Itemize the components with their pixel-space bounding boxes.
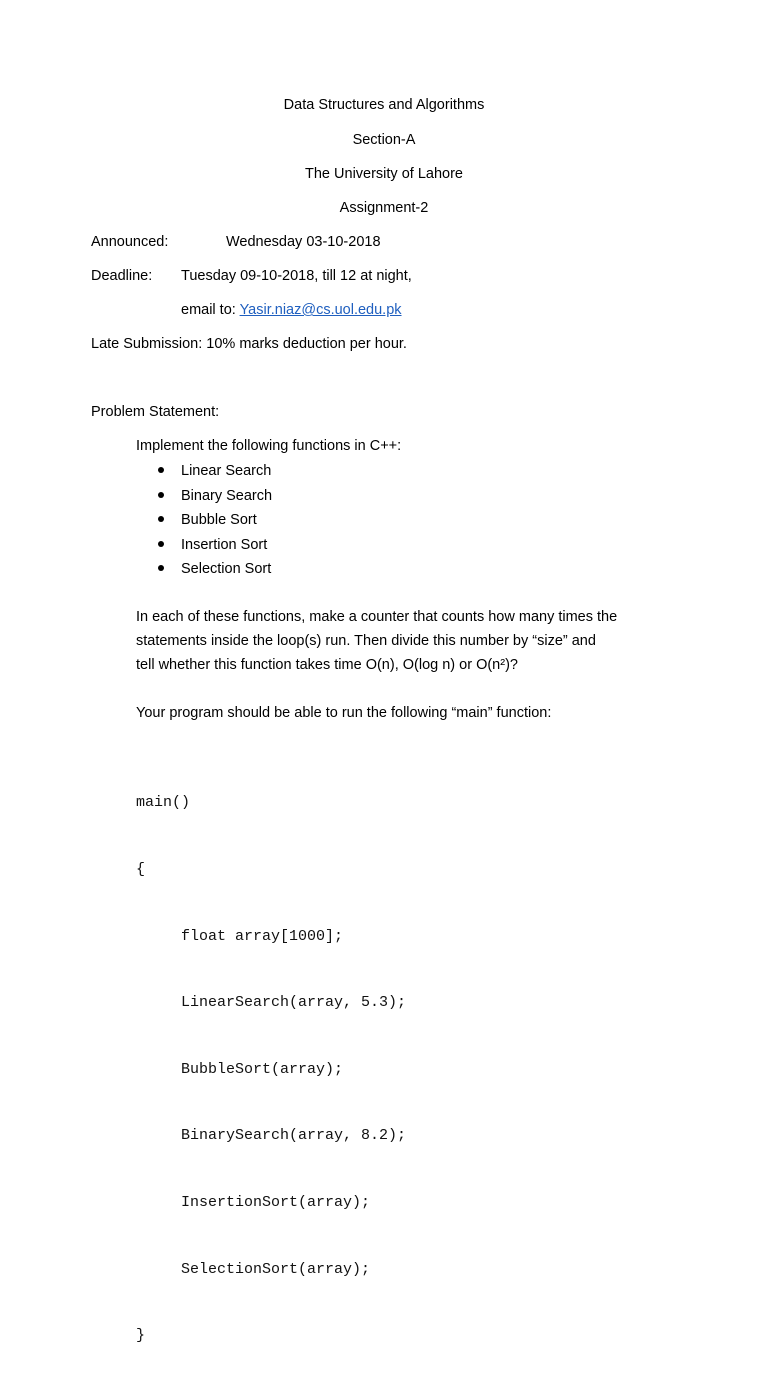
- code-line: float array[1000];: [136, 927, 344, 945]
- bullet-icon: [158, 467, 164, 473]
- deadline-label: Deadline:: [91, 268, 153, 284]
- email-line: [181, 301, 402, 319]
- bullet-icon: [158, 492, 164, 498]
- section-title: Section-A: [352, 132, 416, 148]
- bullet-icon: [158, 516, 164, 522]
- code-line: }: [136, 1327, 146, 1345]
- code-line: InsertionSort(array);: [136, 1194, 371, 1212]
- problem-heading: Problem Statement:: [91, 404, 220, 420]
- main-intro: Your program should be able to run the following “main” function:: [136, 705, 552, 721]
- list-item: Binary Search: [158, 487, 272, 512]
- email-prefix: email to:: [181, 302, 240, 318]
- announced-date: Wednesday 03-10-2018: [226, 234, 381, 250]
- code-line: BinarySearch(array, 8.2);: [136, 1127, 407, 1145]
- code-line: BubbleSort(array);: [136, 1060, 344, 1078]
- deadline-date: Tuesday 09-10-2018, till 12 at night,: [181, 268, 412, 284]
- list-item: Linear Search: [158, 462, 272, 487]
- assignment-title: Assignment-2: [339, 200, 429, 216]
- function-list: [158, 462, 272, 585]
- code-line: {: [136, 861, 146, 879]
- list-item: Insertion Sort: [158, 536, 272, 561]
- announced-label: Announced:: [91, 234, 169, 250]
- university-title: The University of Lahore: [305, 166, 463, 182]
- list-item: Selection Sort: [158, 560, 272, 585]
- code-line: LinearSearch(array, 5.3);: [136, 994, 407, 1012]
- bullet-icon: [158, 565, 164, 571]
- paragraph-line: statements inside the loop(s) run. Then divide this number by “size” and: [136, 633, 596, 649]
- list-item: Bubble Sort: [158, 511, 272, 536]
- code-line: SelectionSort(array);: [136, 1260, 371, 1278]
- code-line: main(): [136, 794, 191, 812]
- bullet-icon: [158, 541, 164, 547]
- late-label: Late Submission:: [91, 336, 203, 352]
- email-link[interactable]: Yasir.niaz@cs.uol.edu.pk: [239, 302, 402, 318]
- course-title: Data Structures and Algorithms: [283, 97, 485, 113]
- late-submission-line: [91, 335, 407, 353]
- code-block: [136, 748, 406, 1392]
- paragraph-line: In each of these functions, make a counter that counts how many times the: [136, 609, 618, 625]
- late-value: 10% marks deduction per hour.: [206, 336, 407, 352]
- paragraph-line: tell whether this function takes time O(n), O(log n) or O(n²)?: [136, 657, 518, 673]
- counter-paragraph: [136, 605, 617, 677]
- problem-intro: Implement the following functions in C++:: [136, 438, 402, 454]
